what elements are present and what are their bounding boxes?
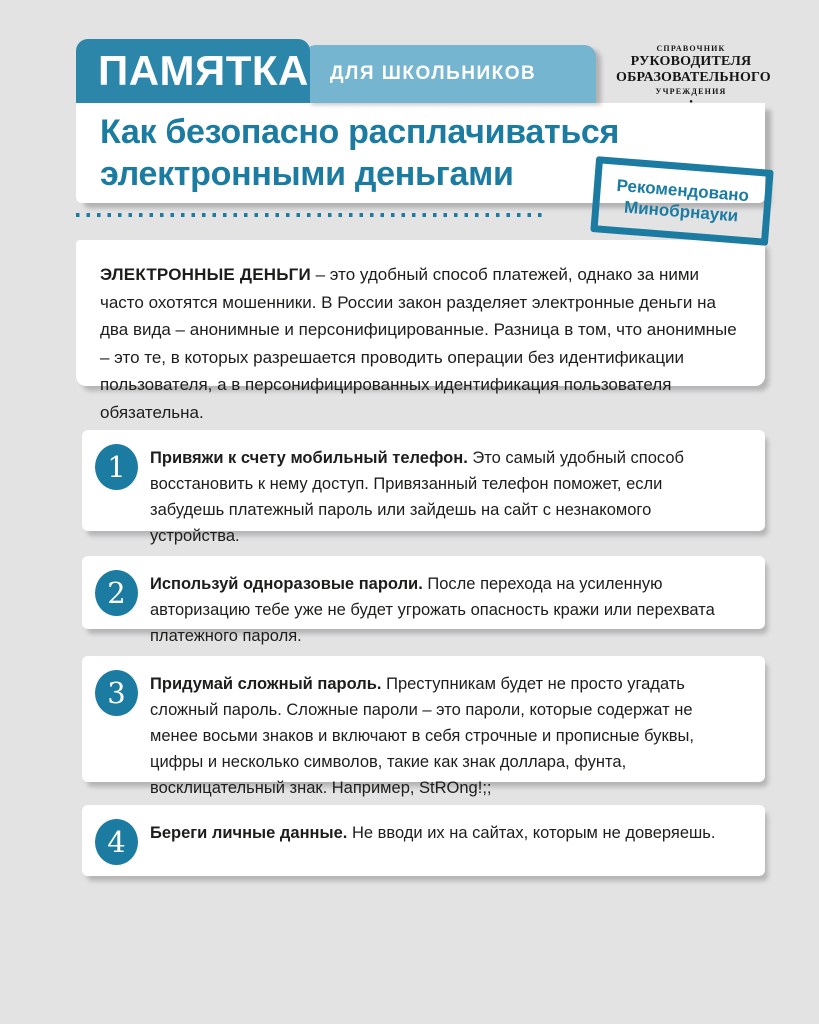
tip-paragraph-4 — [150, 820, 741, 846]
tip-body-1: Это самый удобный способ восстановить к нему доступ. Привязанный телефон поможет, если забудешь платежный пароль или зайдешь на сайт с незнакомого устройства. — [150, 449, 684, 546]
intro-paragraph — [100, 261, 741, 426]
tip-number-badge-1: 1 — [95, 444, 138, 490]
tip-paragraph-2 — [150, 571, 741, 649]
tip-title-4: Береги личные данные. — [150, 824, 348, 842]
intro-card — [76, 240, 765, 422]
tip-title-3: Придумай сложный пароль. — [150, 675, 382, 693]
memo-badge — [76, 39, 310, 103]
tip-body-3: Преступникам будет не просто угадать сложный пароль. Сложные пароли – это пароли, которые содержат не менее восьми знаков и включают в себя строчные и прописные буквы, цифры и несколько символов, такие как знак доллара, фунта, восклицательный знак. Например, StROng!;; — [150, 675, 694, 798]
tip-number-badge-4: 4 — [95, 819, 138, 865]
logo-line-top: СПРАВОЧНИК — [656, 44, 726, 53]
memo-badge-label: ПАМЯТКА — [98, 47, 309, 94]
tip-title-1: Привяжи к счету мобильный телефон. — [150, 449, 468, 467]
approval-stamp — [590, 156, 773, 246]
stamp-line-1: Рекомендовано — [615, 175, 750, 205]
intro-body: – это удобный способ платежей, однако за ними часто охотятся мошенники. В России закон разделяет электронные деньги на два вида – анонимные и персонифицированные. Разница в том, что анонимные – это те, в которых разрешается проводить операции без идентификации пользователя, а в персонифицированных идентификация пользователя обязательна. — [100, 265, 737, 422]
publisher-logo — [616, 44, 771, 106]
logo-line-main-1: РУКОВОДИТЕЛЯ — [630, 53, 752, 69]
tip-body-4: Не вводи их на сайтах, которым не доверяешь. — [351, 824, 716, 842]
tip-card-1 — [82, 430, 765, 546]
logo-line-main-2: ОБРАЗОВАТЕЛЬНОГО — [616, 70, 771, 86]
logo-line-bottom: УЧРЕЖДЕНИЯ — [655, 87, 727, 97]
tip-title-2: Используй одноразовые пароли. — [150, 575, 423, 593]
tip-paragraph-3 — [150, 671, 741, 801]
audience-badge — [304, 45, 596, 103]
page-title-line-1: Как безопасно расплачиваться — [100, 112, 620, 151]
tip-card-4 — [82, 805, 765, 876]
tip-paragraph-1 — [150, 445, 741, 549]
page-title-line-2: электронными деньгами — [100, 155, 514, 193]
stamp-line-2: Минобрнауки — [623, 197, 739, 226]
intro-lead: ЭЛЕКТРОННЫЕ ДЕНЬГИ — [100, 265, 311, 284]
audience-badge-label: ДЛЯ ШКОЛЬНИКОВ — [330, 63, 537, 84]
tip-number-badge-2: 2 — [95, 570, 138, 616]
tip-number-badge-3: 3 — [95, 670, 138, 716]
tip-card-3 — [82, 656, 765, 798]
dotted-divider — [76, 213, 544, 217]
logo-dot-icon: ● — [689, 98, 693, 105]
tip-card-2 — [82, 556, 765, 646]
tip-body-2: После перехода на усиленную авторизацию тебе уже не будет угрожать опасность кражи или перехвата платежного пароля. — [150, 575, 715, 646]
